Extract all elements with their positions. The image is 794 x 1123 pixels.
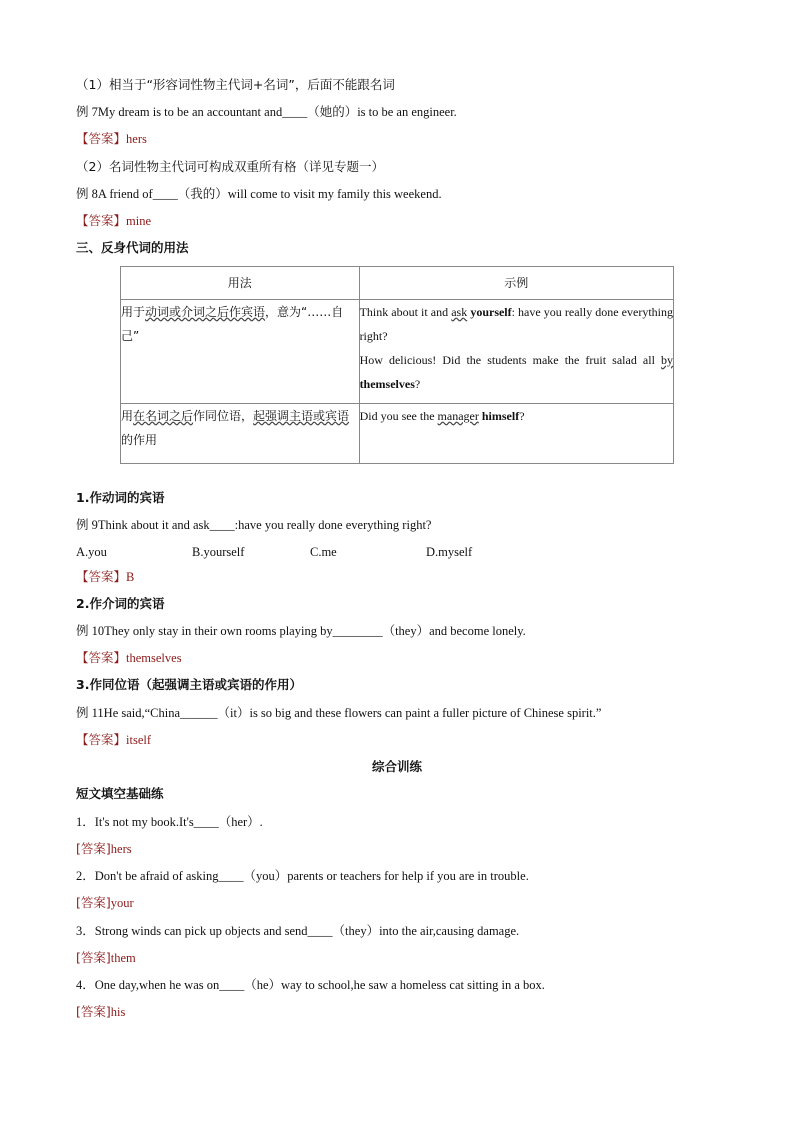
question-3: 3．Strong winds can pick up objects and send____（they）into the air,causing damage. bbox=[76, 924, 520, 938]
table-row bbox=[121, 404, 674, 464]
answer-9 bbox=[76, 568, 134, 586]
answer-10 bbox=[76, 649, 182, 667]
answer-q4 bbox=[76, 1003, 125, 1021]
example-9: 例 9Think about it and ask____:have you really done everything right? bbox=[76, 518, 432, 532]
note-1: （1）相当于“形容词性物主代词+名词”，后面不能跟名词 bbox=[76, 77, 395, 92]
answer-8 bbox=[76, 212, 151, 230]
example-bold: himself bbox=[481, 409, 520, 423]
answer-value: hers bbox=[110, 842, 132, 856]
usage-underlined: 起强调主语或宾语 bbox=[253, 409, 350, 423]
option-d: D.myself bbox=[426, 545, 473, 559]
table-header-usage: 用法 bbox=[121, 267, 360, 300]
section-heading: 三、反身代词的用法 bbox=[76, 240, 189, 255]
answer-q3 bbox=[76, 949, 136, 967]
example-text: ? bbox=[414, 377, 421, 391]
answer-label: [答案] bbox=[76, 841, 111, 856]
subheading-2: 2.作介词的宾语 bbox=[76, 596, 165, 611]
example-bold: themselves bbox=[359, 377, 415, 391]
practice-title: 综合训练 bbox=[371, 759, 422, 774]
answer-value: mine bbox=[126, 214, 152, 228]
table-header-example: 示例 bbox=[359, 267, 673, 300]
example-bold: yourself bbox=[470, 305, 512, 319]
example-sentence bbox=[360, 348, 673, 396]
question-1: 1．It's not my book.It's____（her）. bbox=[76, 815, 263, 829]
question-2: 2．Don't be afraid of asking____（you）parents or teachers for help if you are in trouble. bbox=[76, 869, 529, 883]
answer-11 bbox=[76, 731, 151, 749]
answer-q2 bbox=[76, 894, 134, 912]
example-text: Did you see the bbox=[359, 409, 438, 423]
answer-label: [答案] bbox=[76, 1004, 111, 1019]
example-underlined: by bbox=[661, 353, 673, 367]
question-4: 4．One day,when he was on____（he）way to school,he saw a homeless cat sitting in a box. bbox=[76, 978, 545, 992]
answer-value: themselves bbox=[126, 651, 182, 665]
example-text: Think about it and bbox=[359, 305, 452, 319]
table-cell-example bbox=[359, 300, 673, 404]
option-b: B.yourself bbox=[192, 545, 245, 559]
note-2: （2）名词性物主代词可构成双重所有格（详见专题一） bbox=[76, 159, 384, 174]
example-7: 例 7My dream is to be an accountant and____（她的）is to be an engineer. bbox=[76, 105, 457, 119]
table-cell-usage bbox=[121, 404, 360, 464]
usage-underlined: 在名词之后 bbox=[133, 409, 194, 423]
answer-value: his bbox=[110, 1005, 126, 1019]
option-c: C.me bbox=[310, 545, 337, 559]
table-cell-usage bbox=[121, 300, 360, 404]
option-a: A.you bbox=[76, 545, 107, 559]
example-11: 例 11He said,“China______（it）is so big and these flowers can paint a fuller picture of Chinese spirit.” bbox=[76, 706, 602, 720]
example-text: : have you really done everything right? bbox=[359, 305, 674, 343]
answer-label: 【答案】 bbox=[76, 569, 127, 584]
subheading-3: 3.作同位语（起强调主语或宾语的作用） bbox=[76, 677, 302, 692]
example-underlined: ask bbox=[451, 305, 468, 319]
subheading-1: 1.作动词的宾语 bbox=[76, 490, 165, 505]
table-row bbox=[121, 300, 674, 404]
answer-value: them bbox=[110, 951, 136, 965]
answer-value: B bbox=[126, 570, 135, 584]
answer-label: 【答案】 bbox=[76, 131, 127, 146]
answer-7 bbox=[76, 130, 147, 148]
example-text: How delicious! Did the students make the fruit salad all bbox=[359, 353, 661, 367]
answer-value: itself bbox=[126, 733, 152, 747]
example-10: 例 10They only stay in their own rooms playing by________（they）and become lonely. bbox=[76, 624, 526, 638]
usage-text: 的作用 bbox=[121, 433, 158, 447]
example-sentence bbox=[360, 300, 673, 348]
usage-text: 用 bbox=[121, 409, 134, 423]
usage-text: 作同位语， bbox=[193, 409, 254, 423]
answer-label: [答案] bbox=[76, 950, 111, 965]
practice-subtitle: 短文填空基础练 bbox=[76, 786, 164, 801]
answer-label: [答案] bbox=[76, 895, 111, 910]
example-8: 例 8A friend of____（我的）will come to visit my family this weekend. bbox=[76, 187, 442, 201]
table-header-row bbox=[121, 267, 674, 300]
answer-q1 bbox=[76, 840, 132, 858]
example-underlined: manager bbox=[437, 409, 479, 423]
usage-table bbox=[120, 266, 674, 464]
usage-text: ，意为“……自己” bbox=[121, 305, 344, 343]
answer-label: 【答案】 bbox=[76, 650, 127, 665]
usage-text: 用于 bbox=[121, 305, 146, 319]
answer-value: your bbox=[110, 896, 134, 910]
usage-underlined: 动词或介词之后作宾语 bbox=[145, 305, 266, 319]
answer-label: 【答案】 bbox=[76, 213, 127, 228]
answer-value: hers bbox=[126, 132, 147, 146]
example-text: ? bbox=[519, 409, 525, 423]
answer-label: 【答案】 bbox=[76, 732, 127, 747]
table-cell-example bbox=[359, 404, 673, 464]
